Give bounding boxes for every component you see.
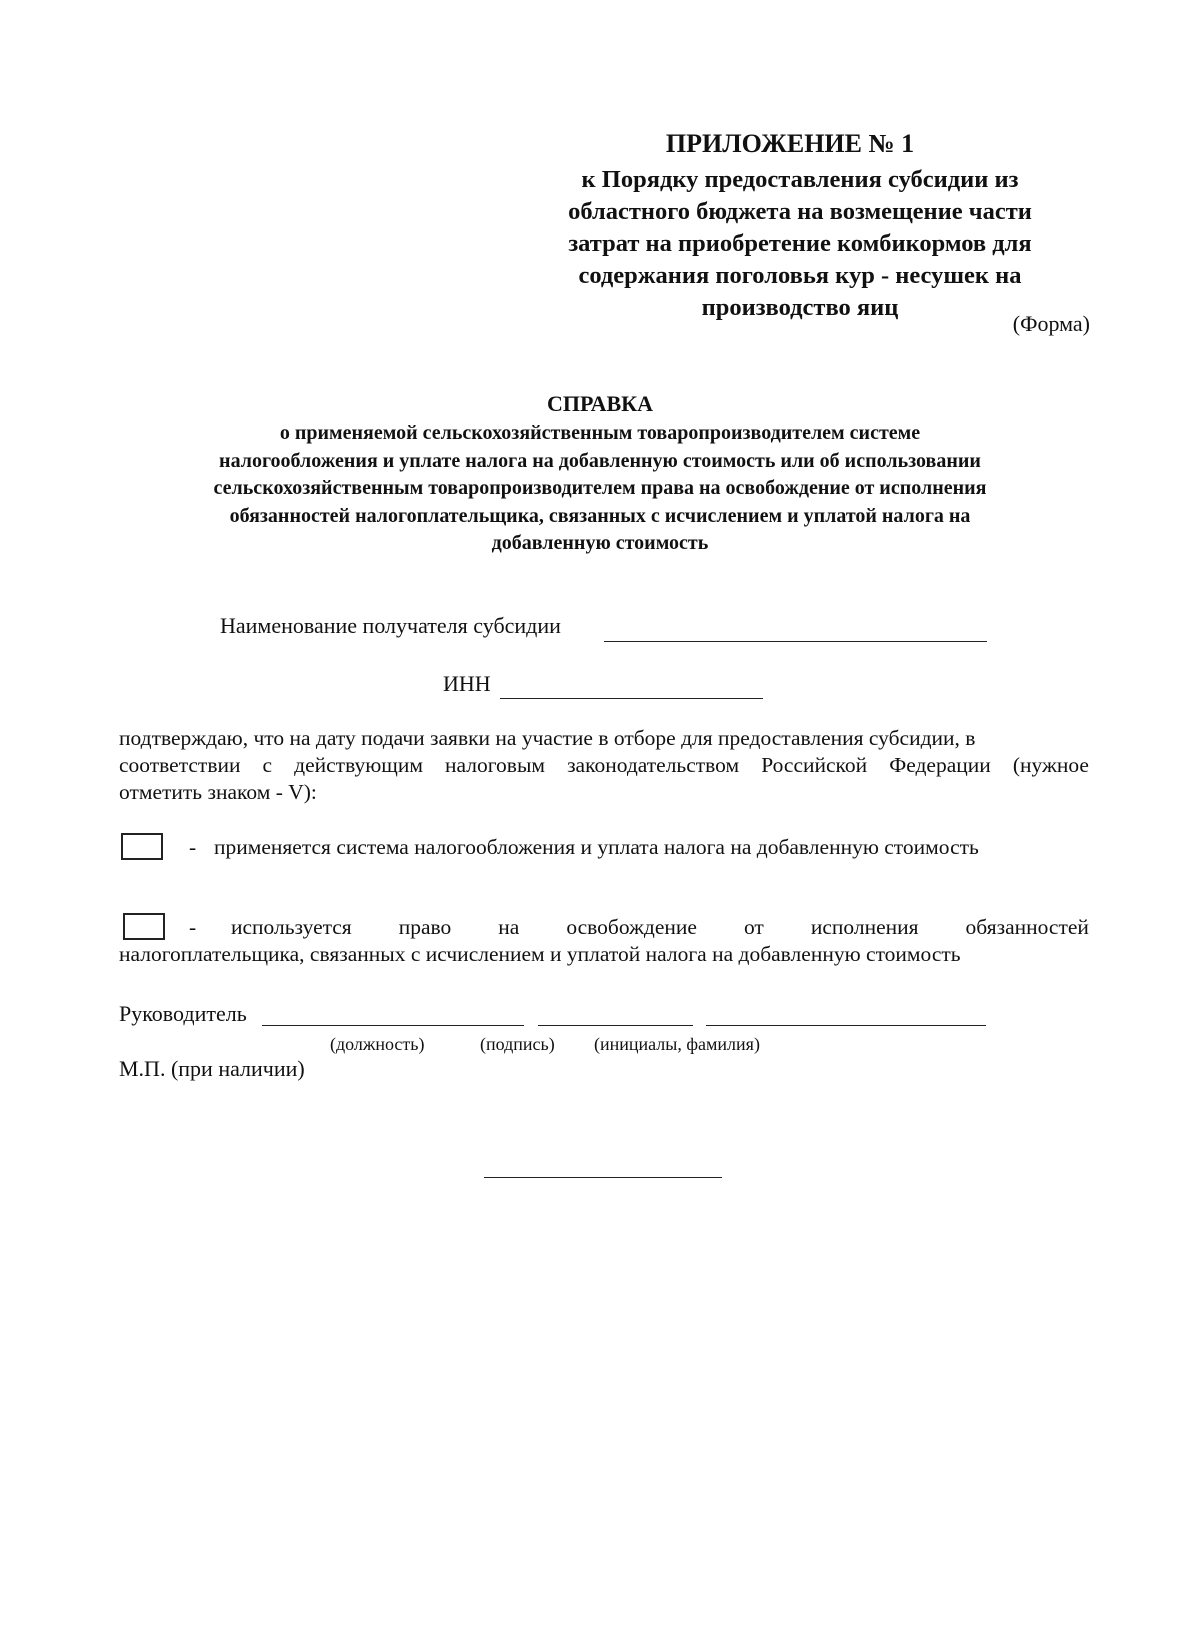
recipient-underline — [604, 641, 987, 642]
confirmation-word: налоговым — [445, 753, 545, 777]
option1-checkbox[interactable] — [121, 833, 163, 860]
option2-word: используется — [231, 915, 352, 939]
inn-underline — [500, 698, 763, 699]
appendix-description — [520, 164, 1080, 324]
option1-dash: - — [189, 835, 197, 859]
name-caption: (инициалы, фамилия) — [594, 1034, 760, 1054]
appendix-line: производство яиц — [701, 294, 899, 321]
option2-word: исполнения — [810, 915, 919, 939]
option1-label: применяется система налогообложения и уплата налога на добавленную стоимость — [214, 835, 979, 859]
confirmation-word: действующим — [294, 753, 423, 777]
option2-label-line2: налогоплательщика, связанных с исчислением и уплатой налога на добавленную стоимость — [119, 942, 961, 966]
confirmation-word: Федерации — [889, 753, 991, 777]
subtitle-line: сельскохозяйственным товаропроизводителем права на освобождение от исполнения — [213, 477, 987, 499]
confirmation-word: соответствии — [119, 753, 241, 777]
form-label: (Форма) — [1012, 311, 1090, 336]
name-underline[interactable] — [706, 1025, 986, 1026]
option2-word: обязанностей — [965, 915, 1089, 939]
option2-dash: - — [189, 915, 197, 939]
option2-checkbox[interactable] — [123, 913, 165, 940]
confirmation-word: с — [262, 753, 273, 777]
confirmation-word: (нужное — [1012, 753, 1089, 777]
inn-label: ИНН — [443, 671, 491, 696]
signature-caption: (подпись) — [480, 1034, 555, 1054]
option2-word: освобождение — [566, 915, 697, 939]
appendix-line: областного бюджета на возмещение части — [568, 198, 1032, 225]
confirmation-line: отметить знаком - V): — [119, 780, 317, 804]
subtitle-line: добавленную стоимость — [491, 532, 709, 554]
subtitle-line: обязанностей налогоплательщика, связанных с исчислением и уплатой налога на — [229, 504, 971, 527]
appendix-line: содержания поголовья кур - несушек на — [578, 262, 1022, 289]
signature-underline[interactable] — [538, 1025, 693, 1026]
confirmation-text — [119, 725, 1089, 806]
confirmation-word: Российской — [761, 753, 868, 777]
appendix-title: ПРИЛОЖЕНИЕ № 1 — [665, 129, 915, 158]
subtitle-line: налогообложения и уплате налога на добавленную стоимость или об использовании — [219, 449, 981, 472]
stamp-label: М.П. (при наличии) — [119, 1056, 305, 1081]
closing-divider — [484, 1177, 722, 1178]
recipient-label: Наименование получателя субсидии — [220, 613, 561, 638]
option2-word: на — [498, 915, 520, 939]
head-label: Руководитель — [119, 1001, 247, 1026]
appendix-line: к Порядку предоставления субсидии из — [581, 166, 1019, 193]
confirmation-line: подтверждаю, что на дату подачи заявки на участие в отборе для предоставления субсидии, в — [119, 726, 976, 750]
confirmation-word: законодательством — [567, 753, 740, 777]
option2-word: от — [743, 915, 764, 939]
confirmation-line — [119, 752, 1089, 779]
option2-word: право — [398, 915, 452, 939]
document-title: СПРАВКА — [546, 391, 654, 416]
position-caption: (должность) — [330, 1034, 425, 1054]
position-underline[interactable] — [262, 1025, 524, 1026]
appendix-line: затрат на приобретение комбикормов для — [568, 230, 1032, 257]
subtitle-line: о применяемой сельскохозяйственным товаропроизводителем системе — [279, 422, 921, 444]
document-subtitle — [100, 420, 1100, 558]
option2-label-line1 — [231, 913, 1089, 941]
